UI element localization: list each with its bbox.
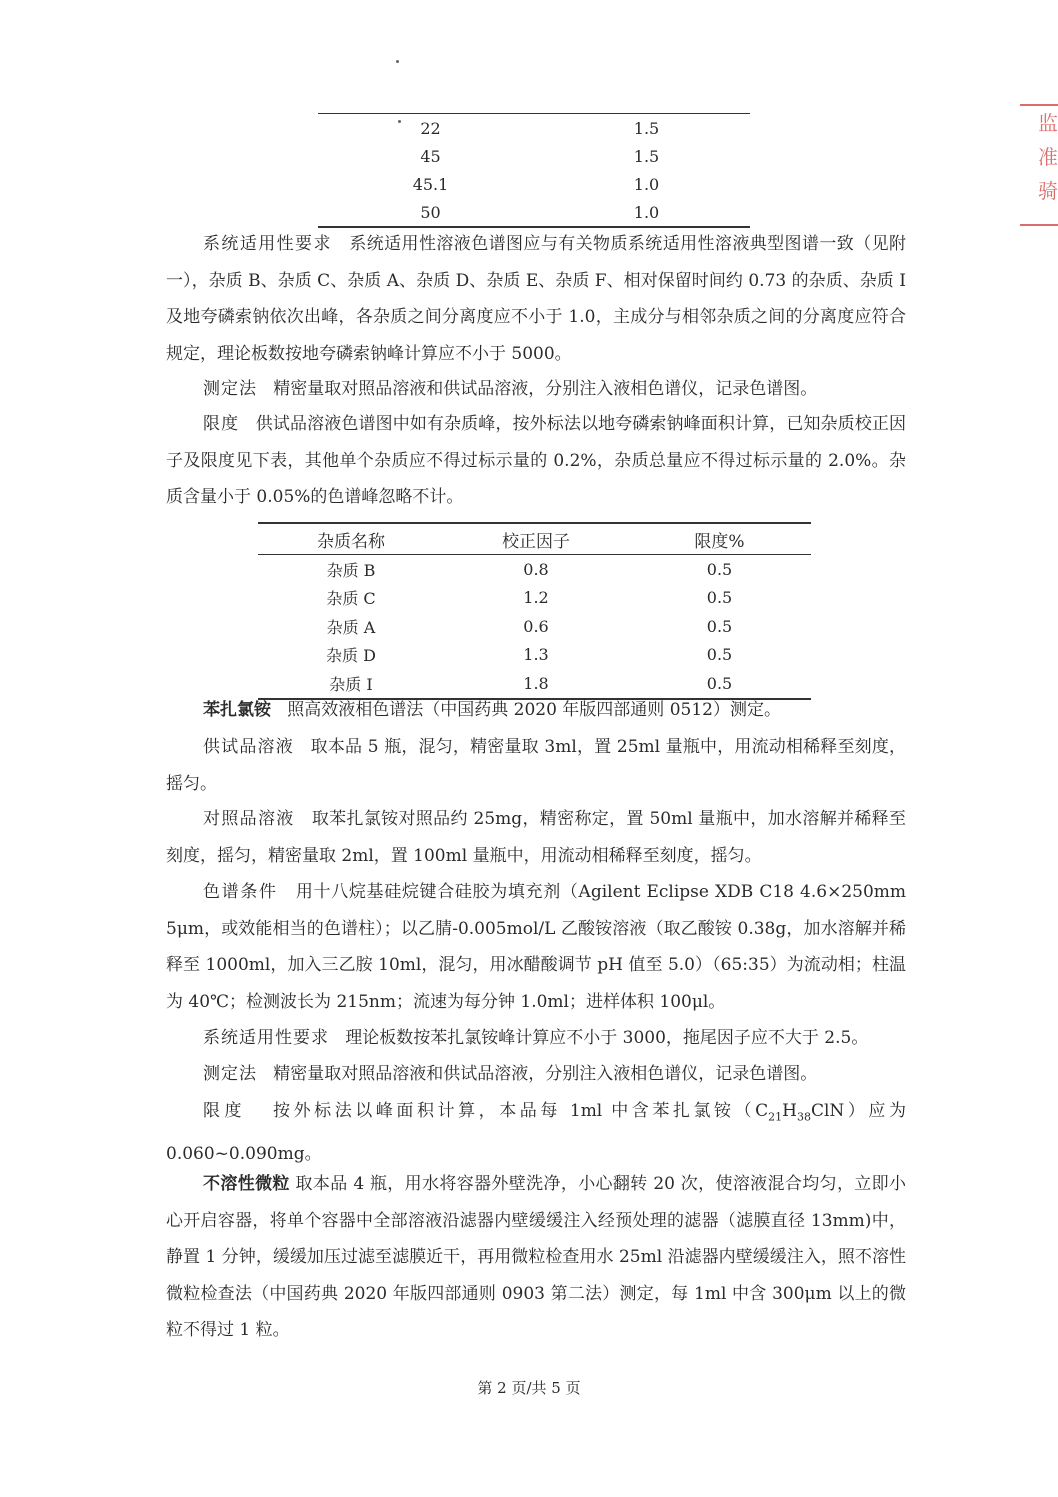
correction-factor-cell: 1.2 [523, 588, 549, 608]
gradient-value-cell: 1.5 [633, 118, 660, 138]
limit-2-paragraph: 限度 按外标法以峰面积计算，本品每 1ml 中含苯扎氯铵$(C_{21}H_{38}ClN)$应为 0.060~0.090mg。 [166, 1101, 906, 1164]
limit-cell: 0.5 [706, 616, 733, 636]
scan-speck [396, 60, 399, 63]
correction-factor-cell: 1.8 [444, 669, 628, 699]
page-footer: 第 2 页/共 5 页 [477, 1379, 581, 1397]
impurity-name-cell: 杂质 B [326, 560, 376, 580]
impurity-row [258, 584, 811, 613]
gradient-value-cell: 1.0 [633, 174, 660, 194]
limit-cell: 0.5 [706, 588, 733, 608]
correction-factor-cell: 1.3 [523, 645, 549, 665]
chromatography-conditions-paragraph: 色谱条件 用十八烷基硅烷键合硅胶为填充剂（Agilent Eclipse XDB C18 4.6×250mm 5μm，或效能相当的色谱柱）；以乙腈-0.005mol/L 乙酸铵溶液（取乙酸铵 0.38g，加水溶解并稀释至 1000ml，加入三乙胺 10ml，混匀，用冰醋酸调节 pH 值至 5.0）（65:35）为流动相；柱温为 40℃；检测波长为 215nm；流速为每分钟 1.0ml；进样体积 100μl。 [166, 882, 907, 1012]
impurity-name-cell: 杂质 I [258, 669, 444, 699]
gradient-row [318, 170, 750, 198]
gradient-value-cell: 1.0 [633, 202, 660, 222]
impurity-name-cell: 杂质 A [326, 617, 376, 637]
correction-factor-cell: 0.6 [523, 616, 549, 636]
limit-paragraph: 限度 供试品溶液色谱图中如有杂质峰，按外标法以地夸磷索钠峰面积计算，已知杂质校正因子及限度见下表，其他单个杂质应不得过标示量的 0.2%，杂质总量应不得过标示量的 2.0%。杂质含量小于 0.05%的色谱峰忽略不计。 [166, 414, 907, 507]
impurity-row [258, 612, 811, 641]
impurity-row [258, 555, 811, 584]
stamp-char: 监 [1038, 111, 1058, 135]
header-limit: 限度% [628, 523, 811, 555]
gradient-time-cell: 45 [420, 146, 441, 166]
gradient-time-cell: 50 [420, 202, 441, 222]
gradient-time-cell: 45.1 [412, 174, 449, 194]
test-solution-paragraph: 供试品溶液 取本品 5 瓶，混匀，精密量取 3ml，置 25ml 量瓶中，用流动相稀释至刻度，摇匀。 [166, 737, 907, 794]
red-seal-stamp [1020, 104, 1058, 226]
insoluble-particles-paragraph: 不溶性微粒 取本品 4 瓶，用水将容器外壁洗净，小心翻转 20 次，使溶液混合均匀，立即小心开启容器，将单个容器中全部溶液沿滤器内壁缓缓注入经预处理的滤器（滤膜直径 13mm)中，静置 1 分钟，缓缓加压过滤至滤膜近干，再用微粒检查用水 25ml 沿滤器内壁缓缓注入，照不溶性微粒检查法（中国药典 2020 年版四部通则 0903 第二法）测定，每 1ml 中含 300μm 以上的微粒不得过 1 粒。 [166, 1174, 907, 1340]
limit-cell: 0.5 [706, 559, 733, 579]
gradient-table [318, 113, 750, 228]
impurity-name-cell: 杂质 C [326, 589, 376, 609]
scan-speck [398, 120, 401, 123]
reference-solution-paragraph: 对照品溶液 取苯扎氯铵对照品约 25mg，精密称定，置 50ml 量瓶中，加水溶解并稀释至刻度，摇匀，精密量取 2ml，置 100ml 量瓶中，用流动相稀释至刻度，摇匀。 [166, 809, 906, 866]
impurity-table [258, 522, 811, 700]
gradient-time-cell: 22 [420, 118, 441, 138]
impurity-name-cell: 杂质 D [326, 646, 376, 666]
impurity-row [258, 641, 811, 670]
limit-cell: 0.5 [628, 669, 811, 699]
method-paragraph: 测定法 精密量取对照品溶液和供试品溶液，分别注入液相色谱仪，记录色谱图。 [203, 379, 818, 399]
stamp-char: 骑 [1038, 179, 1058, 203]
system-suitability-2-paragraph: 系统适用性要求 理论板数按苯扎氯铵峰计算应不小于 3000，拖尾因子应不大于 2.5。 [203, 1028, 869, 1048]
gradient-row [318, 114, 750, 143]
limit-cell: 0.5 [706, 645, 733, 665]
gradient-row [318, 198, 750, 227]
stamp-char: 准 [1038, 145, 1058, 169]
benzalkonium-paragraph: 苯扎氯铵 照高效液相色谱法（中国药典 2020 年版四部通则 0512）测定。 [203, 700, 781, 720]
system-suitability-paragraph: 系统适用性要求 系统适用性溶液色谱图应与有关物质系统适用性溶液典型图谱一致（见附一），杂质 B、杂质 C、杂质 A、杂质 D、杂质 E、杂质 F、相对保留时间约 0.73 的杂质、杂质 I 及地夸磷索钠依次出峰，各杂质之间分离度应不小于 1.0，主成分与相邻杂质之间的分离度应符合规定，理论板数按地夸磷索钠峰计算应不小于 5000。 [166, 234, 907, 364]
header-factor: 校正因子 [444, 523, 628, 555]
header-name: 杂质名称 [258, 523, 444, 555]
correction-factor-cell: 0.8 [523, 559, 549, 579]
gradient-value-cell: 1.5 [633, 146, 660, 166]
method-2-paragraph: 测定法 精密量取对照品溶液和供试品溶液，分别注入液相色谱仪，记录色谱图。 [203, 1064, 818, 1084]
gradient-row [318, 142, 750, 170]
